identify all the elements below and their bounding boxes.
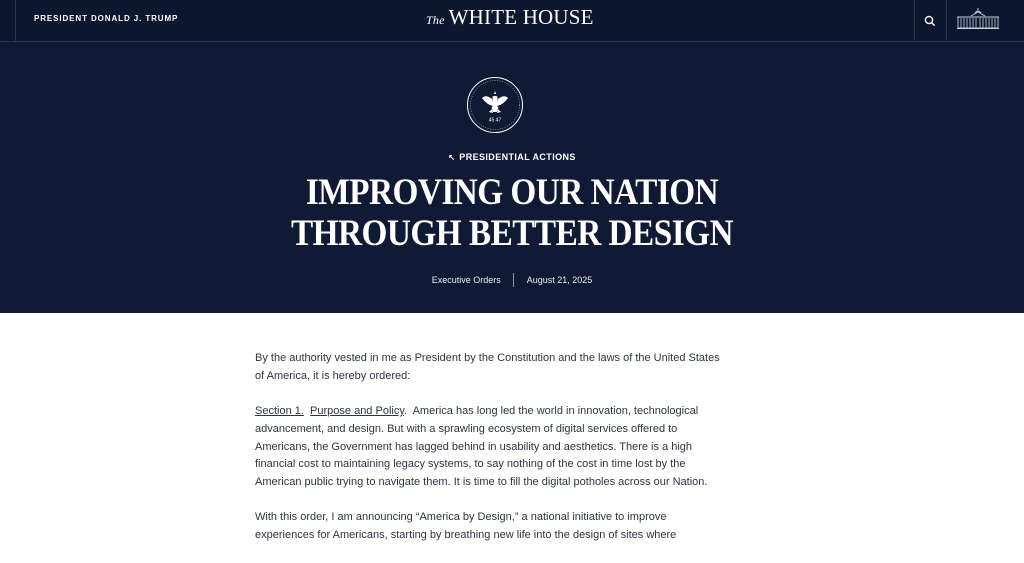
divider (946, 0, 947, 42)
white-house-building-icon (955, 7, 1001, 33)
kicker-label: PRESIDENTIAL ACTIONS (459, 152, 576, 162)
president-link[interactable]: PRESIDENT DONALD J. TRUMP (34, 14, 179, 23)
section-title: Purpose and Policy (310, 405, 405, 418)
hero-banner (0, 42, 1024, 313)
category-kicker[interactable] (0, 152, 1024, 162)
divider (513, 273, 514, 287)
presidential-seal-icon (466, 76, 524, 134)
paragraph-america-by-design: With this order, I am announcing “America by Design,” a national initiative to improve experiences for Americans, starting by breathing new life into the design of sites where (255, 511, 677, 541)
section-body: America has long led the world in innovation, technological advancement, and design. But with a sprawling ecosystem of digital services offered to Americans, the Government has lagged behind in usability and aesthetics. There is a high financial cost to maintaining legacy systems, to say nothing of the cost in time lost by the American public trying to navigate them. It is time to fill the digital potholes across our Nation. (255, 405, 708, 488)
arrow-up-left-icon: ↖ (448, 153, 456, 162)
paragraph-authority: By the authority vested in me as President by the Constitution and the laws of the United States of America, it is hereby ordered: (255, 352, 720, 382)
page-title (51, 172, 973, 254)
paragraph-section-1: Section 1. Purpose and Policy. America has long led the world in innovation, technological advancement, and design. But with a sprawling ecosystem of digital services offered to Americans, the Government has lagged behind in usability and aesthetics. There is a high financial cost to maintaining legacy systems, to say nothing of the cost in time lost by the American public trying to navigate them. It is time to fill the digital potholes across our Nation. (255, 405, 708, 488)
title-line-2: THROUGH BETTER DESIGN (290, 213, 734, 254)
section-label: Section 1. (255, 405, 304, 418)
divider (914, 0, 915, 42)
search-icon (917, 8, 943, 34)
title-line-1: IMPROVING OUR NATION (305, 172, 719, 213)
site-logo[interactable] (426, 5, 594, 30)
seal-number: 45 47 (488, 117, 502, 124)
brand-name: WHITE HOUSE (448, 5, 594, 29)
white-house-home-button[interactable] (955, 7, 1001, 33)
category-link[interactable]: Executive Orders (431, 275, 501, 285)
divider (15, 0, 16, 42)
search-button[interactable] (917, 8, 943, 34)
brand-the: The (426, 13, 445, 27)
article-meta (0, 273, 1024, 287)
top-navigation-bar (0, 0, 1024, 42)
publish-date: August 21, 2025 (526, 275, 593, 285)
article-body (255, 350, 725, 562)
